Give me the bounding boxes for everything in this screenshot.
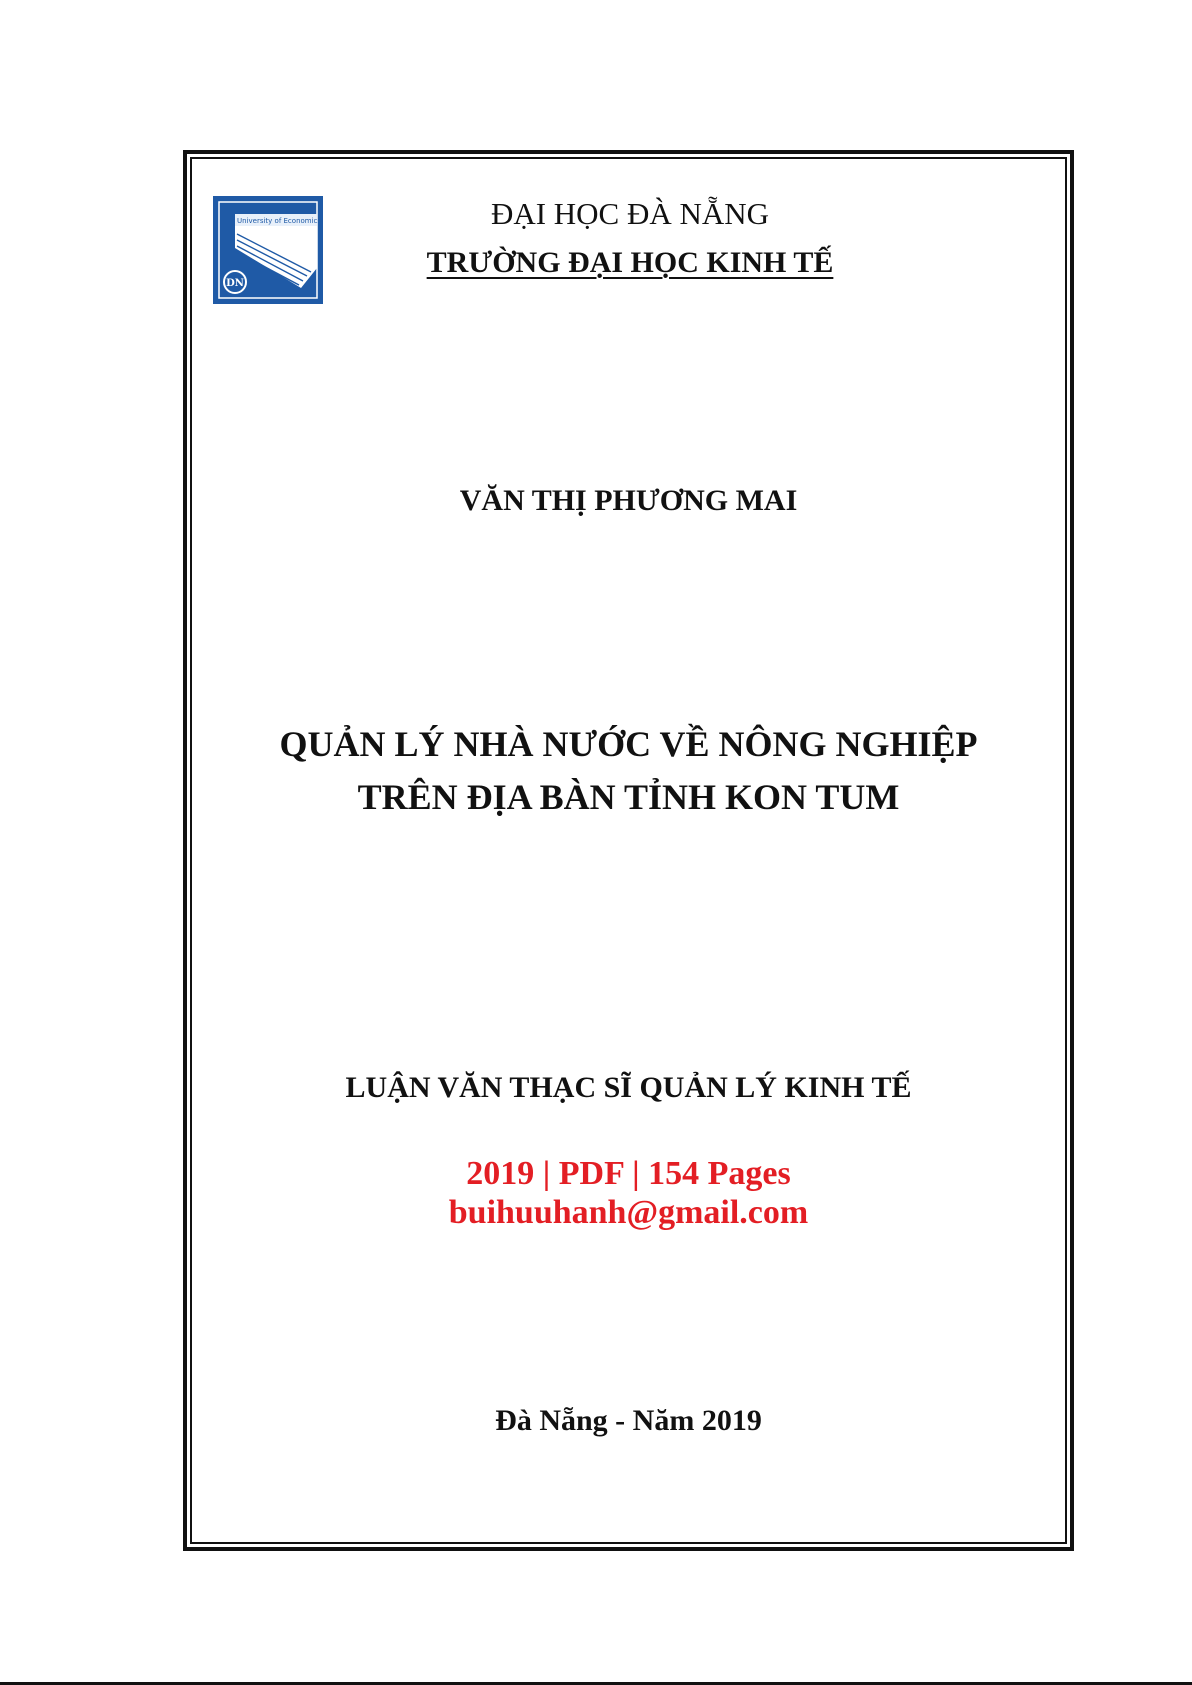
svg-text:University of Economics: University of Economics — [237, 217, 322, 225]
thesis-title-line-1: QUẢN LÝ NHÀ NƯỚC VỀ NÔNG NGHIỆP — [279, 724, 978, 764]
svg-text:DN: DN — [226, 278, 244, 289]
author-name: VĂN THỊ PHƯƠNG MAI — [459, 484, 798, 517]
school-name: TRƯỜNG ĐẠI HỌC KINH TẾ — [426, 246, 834, 279]
contact-email: buihuuhanh@gmail.com — [448, 1194, 809, 1231]
thesis-title-line-2: TRÊN ĐỊA BÀN TỈNH KON TUM — [357, 777, 900, 817]
university-name: ĐẠI HỌC ĐÀ NẴNG — [490, 196, 770, 231]
page-border-inner — [190, 157, 1067, 1544]
university-logo-icon — [213, 196, 323, 304]
place-and-year: Đà Nẵng - Năm 2019 — [495, 1404, 762, 1437]
document-info: 2019 | PDF | 154 Pages — [466, 1155, 791, 1192]
thesis-title — [190, 718, 1067, 824]
degree-label: LUẬN VĂN THẠC SĨ QUẢN LÝ KINH TẾ — [345, 1071, 912, 1104]
